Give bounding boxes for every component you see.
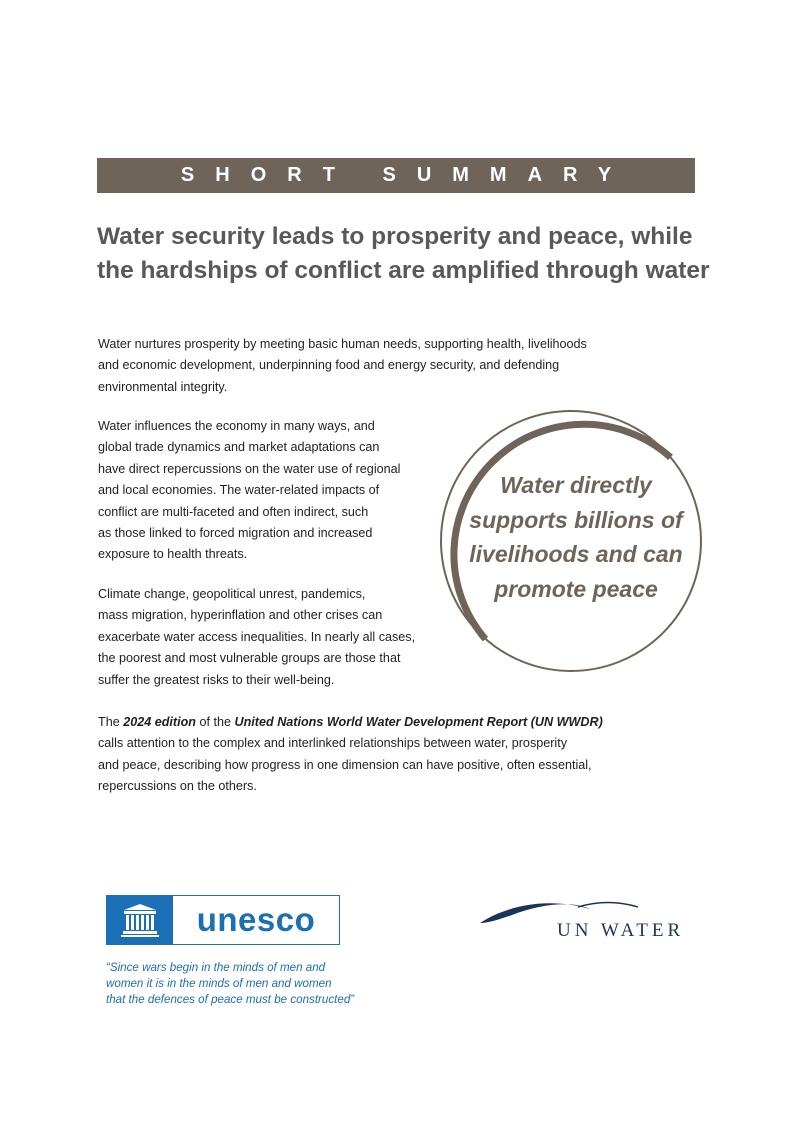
callout-line: Water directly bbox=[500, 472, 652, 498]
paragraph-line: mass migration, hyperinflation and other crises can bbox=[98, 608, 383, 623]
unesco-wordmark: unesco bbox=[196, 901, 316, 938]
text-the: The bbox=[98, 715, 124, 729]
headline-line: Water security leads to prosperity and peace, while bbox=[97, 223, 693, 250]
paragraph-line: the poorest and most vulnerable groups are those that bbox=[98, 651, 401, 666]
callout-line: promote peace bbox=[494, 575, 658, 602]
paragraph-3 bbox=[98, 584, 418, 691]
report-title-emphasis: United Nations World Water Development Report (UN WWDR) bbox=[234, 715, 603, 729]
paragraph-line-first bbox=[98, 712, 618, 733]
temple-icon bbox=[107, 896, 173, 944]
section-banner bbox=[97, 158, 695, 193]
edition-emphasis: 2024 edition bbox=[123, 715, 196, 729]
unwater-logo bbox=[478, 893, 700, 943]
callout-line: livelihoods and can bbox=[469, 541, 683, 567]
paragraph-line: exposure to health threats. bbox=[98, 547, 248, 562]
paragraph-line: exacerbate water access inequalities. In nearly all cases, bbox=[98, 629, 416, 644]
paragraph-line: global trade dynamics and market adaptations can bbox=[98, 440, 380, 455]
motto-line: “Since wars begin in the minds of men and bbox=[106, 961, 326, 974]
callout-quote bbox=[466, 468, 686, 606]
headline-line: the hardships of conflict are amplified through water bbox=[97, 257, 710, 284]
paragraph-line: Climate change, geopolitical unrest, pandemics, bbox=[98, 587, 366, 601]
unwater-wordmark: UN WATER bbox=[557, 920, 685, 941]
paragraph-line: Water nurtures prosperity by meeting basic human needs, supporting health, livelihoods bbox=[98, 337, 587, 351]
paragraph-line: environmental integrity. bbox=[98, 379, 228, 394]
text-of-the: of the bbox=[196, 715, 235, 729]
banner-label: SHORT SUMMARY bbox=[180, 164, 633, 186]
paragraph-line: conflict are multi-faceted and often indirect, such bbox=[98, 504, 369, 519]
paragraph-line: have direct repercussions on the water use of regional bbox=[98, 461, 401, 476]
paragraph-line: and peace, describing how progress in one dimension can have positive, often essential, bbox=[98, 757, 592, 772]
paragraph-line: as those linked to forced migration and increased bbox=[98, 526, 373, 541]
headline bbox=[97, 220, 717, 288]
paragraph-line: calls attention to the complex and interlinked relationships between water, prosperity bbox=[98, 736, 568, 751]
motto-line: women it is in the minds of men and women bbox=[106, 977, 332, 991]
paragraph-line: and economic development, underpinning food and energy security, and defending bbox=[98, 358, 560, 373]
paragraph-line: Water influences the economy in many ways, and bbox=[98, 419, 375, 433]
motto-line: that the defences of peace must be constructed” bbox=[106, 993, 355, 1007]
paragraph-1 bbox=[98, 334, 618, 398]
paragraph-4 bbox=[98, 712, 618, 798]
unesco-logo bbox=[106, 895, 340, 945]
paragraph-line: repercussions on the others. bbox=[98, 779, 257, 794]
callout-line: supports billions of bbox=[469, 506, 683, 533]
unesco-motto bbox=[106, 960, 366, 1009]
paragraph-line: and local economies. The water-related impacts of bbox=[98, 483, 380, 498]
callout-circle bbox=[436, 406, 706, 676]
paragraph-line: suffer the greatest risks to their well-being. bbox=[98, 672, 335, 687]
paragraph-2 bbox=[98, 416, 418, 566]
